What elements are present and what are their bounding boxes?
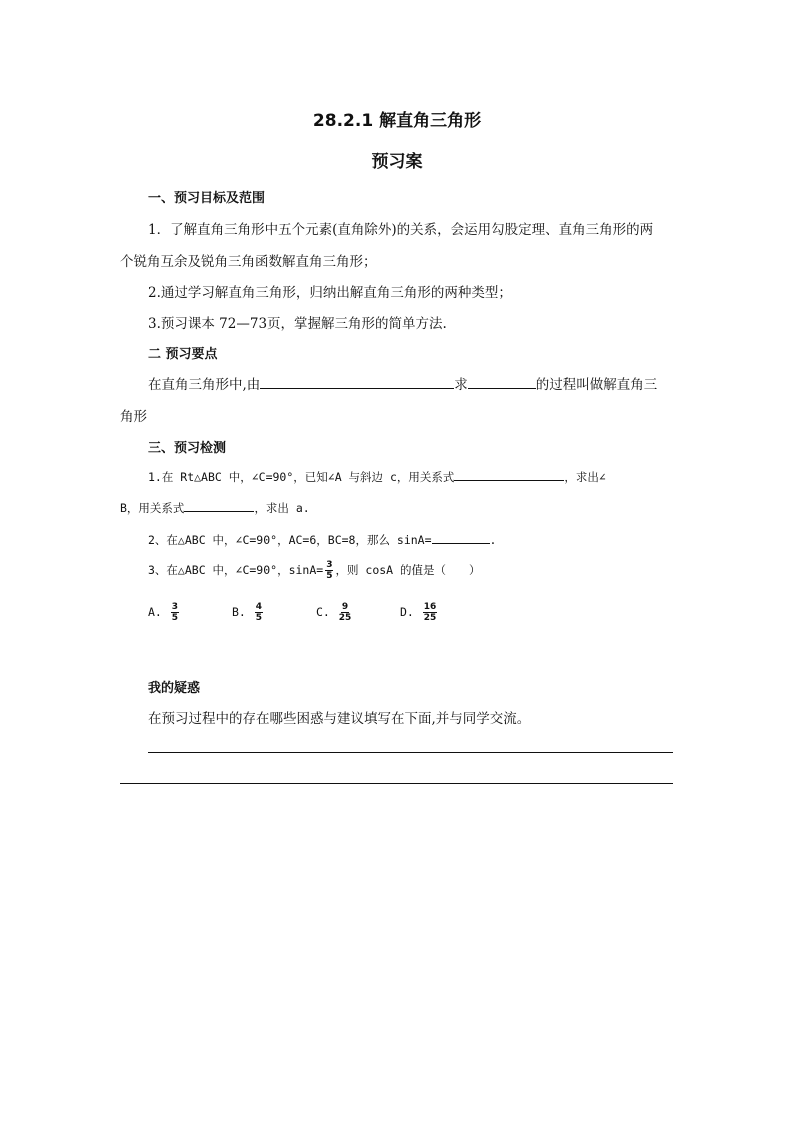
goal-item-1-line-2: 个锐角互余及锐角三角函数解直角三角形； — [120, 254, 377, 270]
goal-item-2: 2.通过学习解直角三角形，归纳出解直角三角形的两种类型； — [148, 285, 512, 301]
question-1-text-d: ，求出 a. — [254, 501, 310, 515]
doubts-answer-line-1[interactable] — [148, 752, 673, 753]
question-1-line-1 — [148, 467, 606, 485]
fraction-numerator: 9 — [341, 602, 349, 612]
fraction-denominator: 5 — [171, 613, 179, 623]
fraction-denominator: 25 — [423, 613, 437, 623]
question-1-line-2 — [120, 498, 310, 516]
question-1-text-a: 1.在 Rt△ABC 中，∠C=90°，已知∠A 与斜边 c，用关系式 — [148, 470, 455, 484]
option-b-fraction — [255, 602, 263, 623]
question-2-text: 2、在△ABC 中，∠C=90°，AC=6，BC=8，那么 sinA= — [148, 533, 432, 547]
option-d-label: D. — [400, 605, 414, 619]
question-1-blank-1[interactable] — [454, 467, 564, 481]
question-2-blank[interactable] — [432, 530, 490, 544]
option-a-fraction — [171, 602, 179, 623]
goal-item-1-line-1: 1．了解直角三角形中五个元素(直角除外)的关系，会运用勾股定理、直角三角形的两 — [148, 222, 654, 238]
question-2 — [148, 530, 496, 548]
option-b[interactable] — [232, 602, 265, 623]
question-1-blank-2[interactable] — [184, 498, 254, 512]
doubts-instruction: 在预习过程中的存在哪些困惑与建议填写在下面,并与同学交流。 — [148, 711, 531, 727]
question-1-text-c: B，用关系式 — [120, 501, 185, 515]
option-c[interactable] — [316, 602, 353, 623]
option-d-fraction — [423, 602, 438, 623]
option-a-label: A. — [148, 605, 162, 619]
key-point-text-c: 的过程叫做解直角三 — [535, 377, 658, 393]
section-heading-goals: 一、预习目标及范围 — [148, 191, 266, 206]
key-point-text-a: 在直角三角形中,由 — [148, 377, 261, 393]
question-2-end: . — [489, 533, 497, 547]
fraction-denominator: 5 — [326, 571, 333, 581]
page-title: 28.2.1 解直角三角形 — [312, 111, 482, 131]
fraction-numerator: 3 — [326, 560, 333, 570]
option-b-label: B. — [232, 605, 246, 619]
question-1-text-b: ，求出∠ — [564, 470, 606, 484]
key-point-text-b: 求 — [454, 377, 468, 393]
section-heading-doubts: 我的疑惑 — [148, 681, 201, 696]
question-3 — [148, 560, 481, 581]
option-c-fraction — [339, 602, 352, 623]
fraction-denominator: 25 — [338, 613, 352, 623]
section-heading-check: 三、预习检测 — [148, 441, 227, 456]
key-point-blank-1[interactable] — [260, 375, 454, 389]
key-point-line-2: 角形 — [120, 409, 147, 425]
fraction-numerator: 4 — [255, 602, 263, 612]
key-point-sentence — [148, 373, 657, 393]
doubts-answer-line-2[interactable] — [120, 783, 673, 784]
key-point-blank-2[interactable] — [468, 375, 536, 389]
option-d[interactable] — [400, 602, 439, 623]
goal-item-3: 3.预习课本 72—73页，掌握解三角形的简单方法. — [148, 316, 447, 332]
fraction-numerator: 16 — [423, 602, 437, 612]
question-3-text-a: 3、在△ABC 中，∠C=90°，sinA= — [148, 563, 324, 577]
section-heading-key-points: 二 预习要点 — [148, 347, 218, 362]
page-subtitle: 预习案 — [371, 152, 423, 172]
fraction-numerator: 3 — [171, 602, 179, 612]
question-3-text-b: ，则 cosA 的值是（ ） — [335, 563, 481, 577]
option-c-label: C. — [316, 605, 330, 619]
question-3-fraction — [325, 560, 333, 581]
fraction-denominator: 5 — [255, 613, 263, 623]
option-a[interactable] — [148, 602, 181, 623]
